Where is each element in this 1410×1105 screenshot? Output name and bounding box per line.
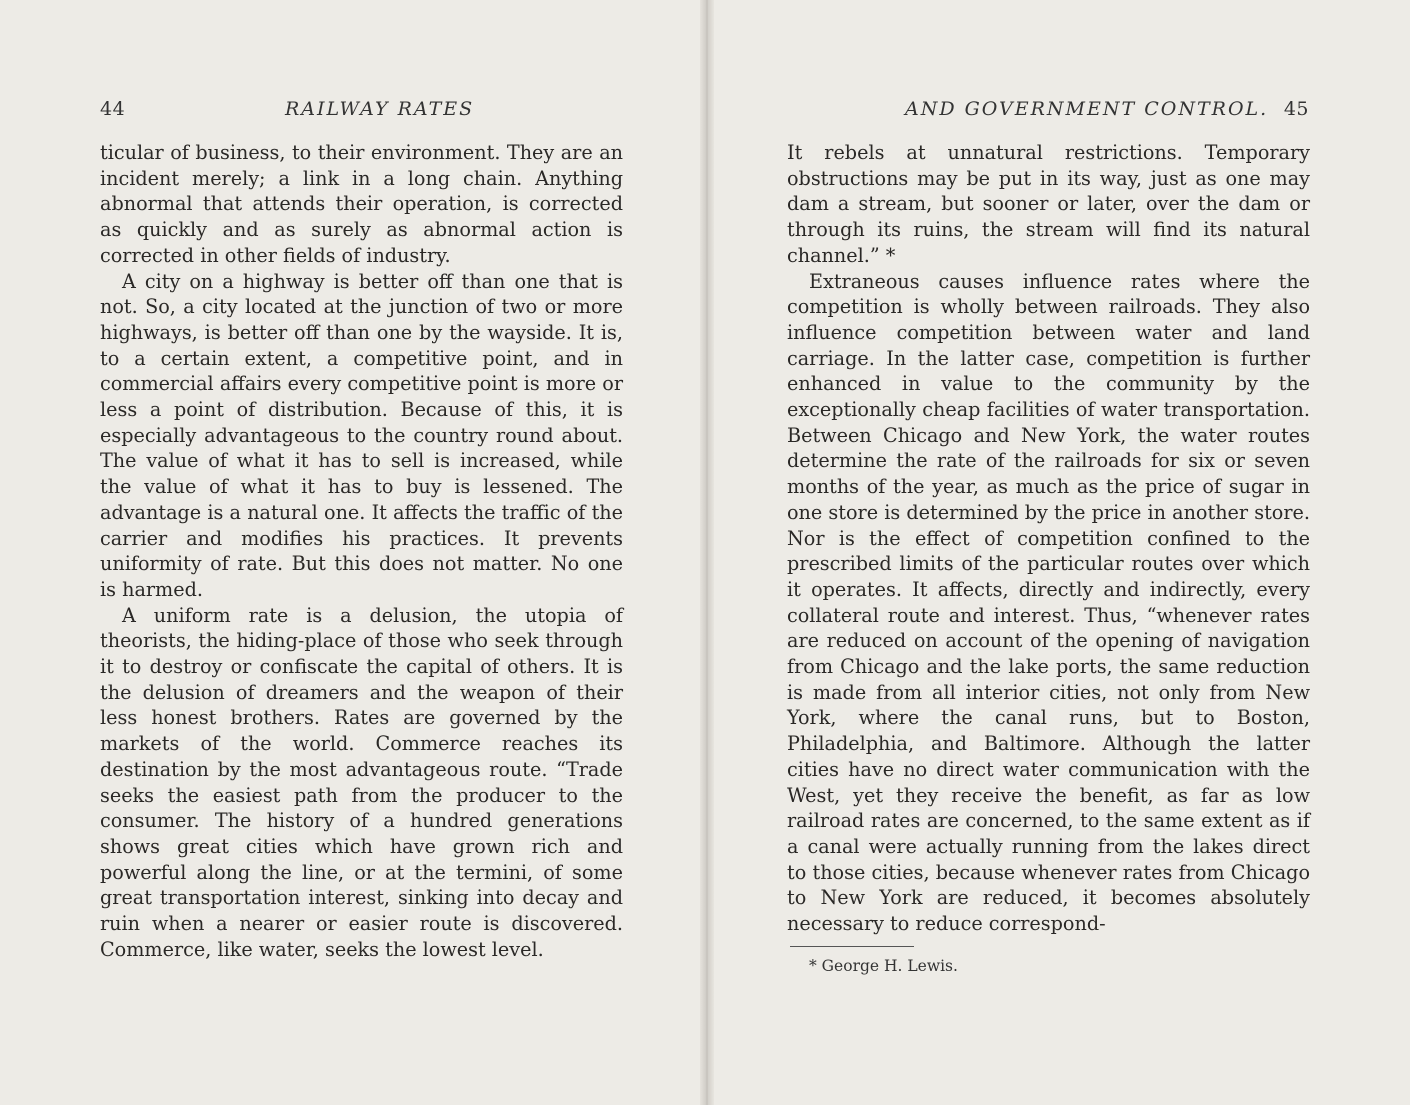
right-running-head (787, 95, 1309, 123)
paragraph: A city on a highway is better off than one that is not. So, a city located at the junction of two or more highways, is better off than one by the wayside. It is, to a certain extent, a competitive point, and in commercial affairs every competitive point is more or less a point of distribution. Because of this, it is especially advantageous to the country round about. The value of what it has to sell is increased, while the value of what it has to buy is lessened. The advantage is a natural one. It affects the traffic of the carrier and modifies his practices. It prevents uniformity of rate. But this does not matter. No one is harmed. (100, 269, 623, 601)
book-gutter (700, 0, 714, 1105)
footnote-rule (790, 946, 914, 947)
footnote: * George H. Lewis. (809, 957, 958, 975)
paragraph: Extraneous causes influence rates where the competition is wholly between railroads. They also influence competition between water and land carriage. In the latter case, competition is further enhanced in value to the community by the exceptionally cheap facilities of water transportation. Between Chicago and New York, the water routes determine the rate of the railroads for six or seven months of the year, as much as the price of sugar in one store is determined by the price in another store. Nor is the effect of competition confined to the prescribed limits of the particular routes over which it operates. It affects, directly and indirectly, every collateral route and interest. Thus, “whenever rates are reduced on account of the opening of navigation from Chicago and the lake ports, the same reduction is made from all interior cities, not only from New York, where the canal runs, but to Boston, Philadelphia, and Baltimore. Although the latter cities have no direct water communication with the West, yet they receive the benefit, as far as low railroad rates are concerned, to the same extent as if a canal were actually running from the lakes direct to those cities, because whenever rates from Chicago to New York are reduced, it becomes absolutely necessary to reduce correspond- (787, 269, 1310, 936)
paragraph: A uniform rate is a delusion, the utopia of theorists, the hiding-place of those who seek through it to destroy or confiscate the capital of others. It is the delusion of dreamers and the weapon of their less honest brothers. Rates are governed by the markets of the world. Commerce reaches its destination by the most advantageous route. “Trade seeks the easiest path from the producer to the consumer. The history of a hundred generations shows great cities which have grown rich and powerful along the line, or at the termini, of some great transportation interest, sinking into decay and ruin when a nearer or easier route is discovered. Commerce, like water, seeks the lowest level. (100, 603, 623, 961)
left-running-head (100, 95, 624, 123)
right-page (714, 0, 1410, 1105)
paragraph: It rebels at unnatural restrictions. Temporary obstructions may be put in its way, just as one may dam a stream, but sooner or later, over the dam or through its ruins, the stream will find its natural channel.” * (787, 141, 1310, 267)
paragraph: ticular of business, to their environment. They are an incident merely; a link in a long chain. Anything abnormal that attends their operation, is corrected as quickly and as surely as abnormal action is corrected in other fields of industry. (100, 141, 623, 267)
right-page-number: 45 (1283, 98, 1309, 120)
left-page (0, 0, 700, 1105)
left-body-text (100, 140, 623, 963)
right-body-text (787, 140, 1310, 937)
right-running-title: AND GOVERNMENT CONTROL. (905, 98, 1269, 120)
left-running-title: RAILWAY RATES (285, 98, 475, 120)
left-page-number: 44 (100, 98, 126, 120)
